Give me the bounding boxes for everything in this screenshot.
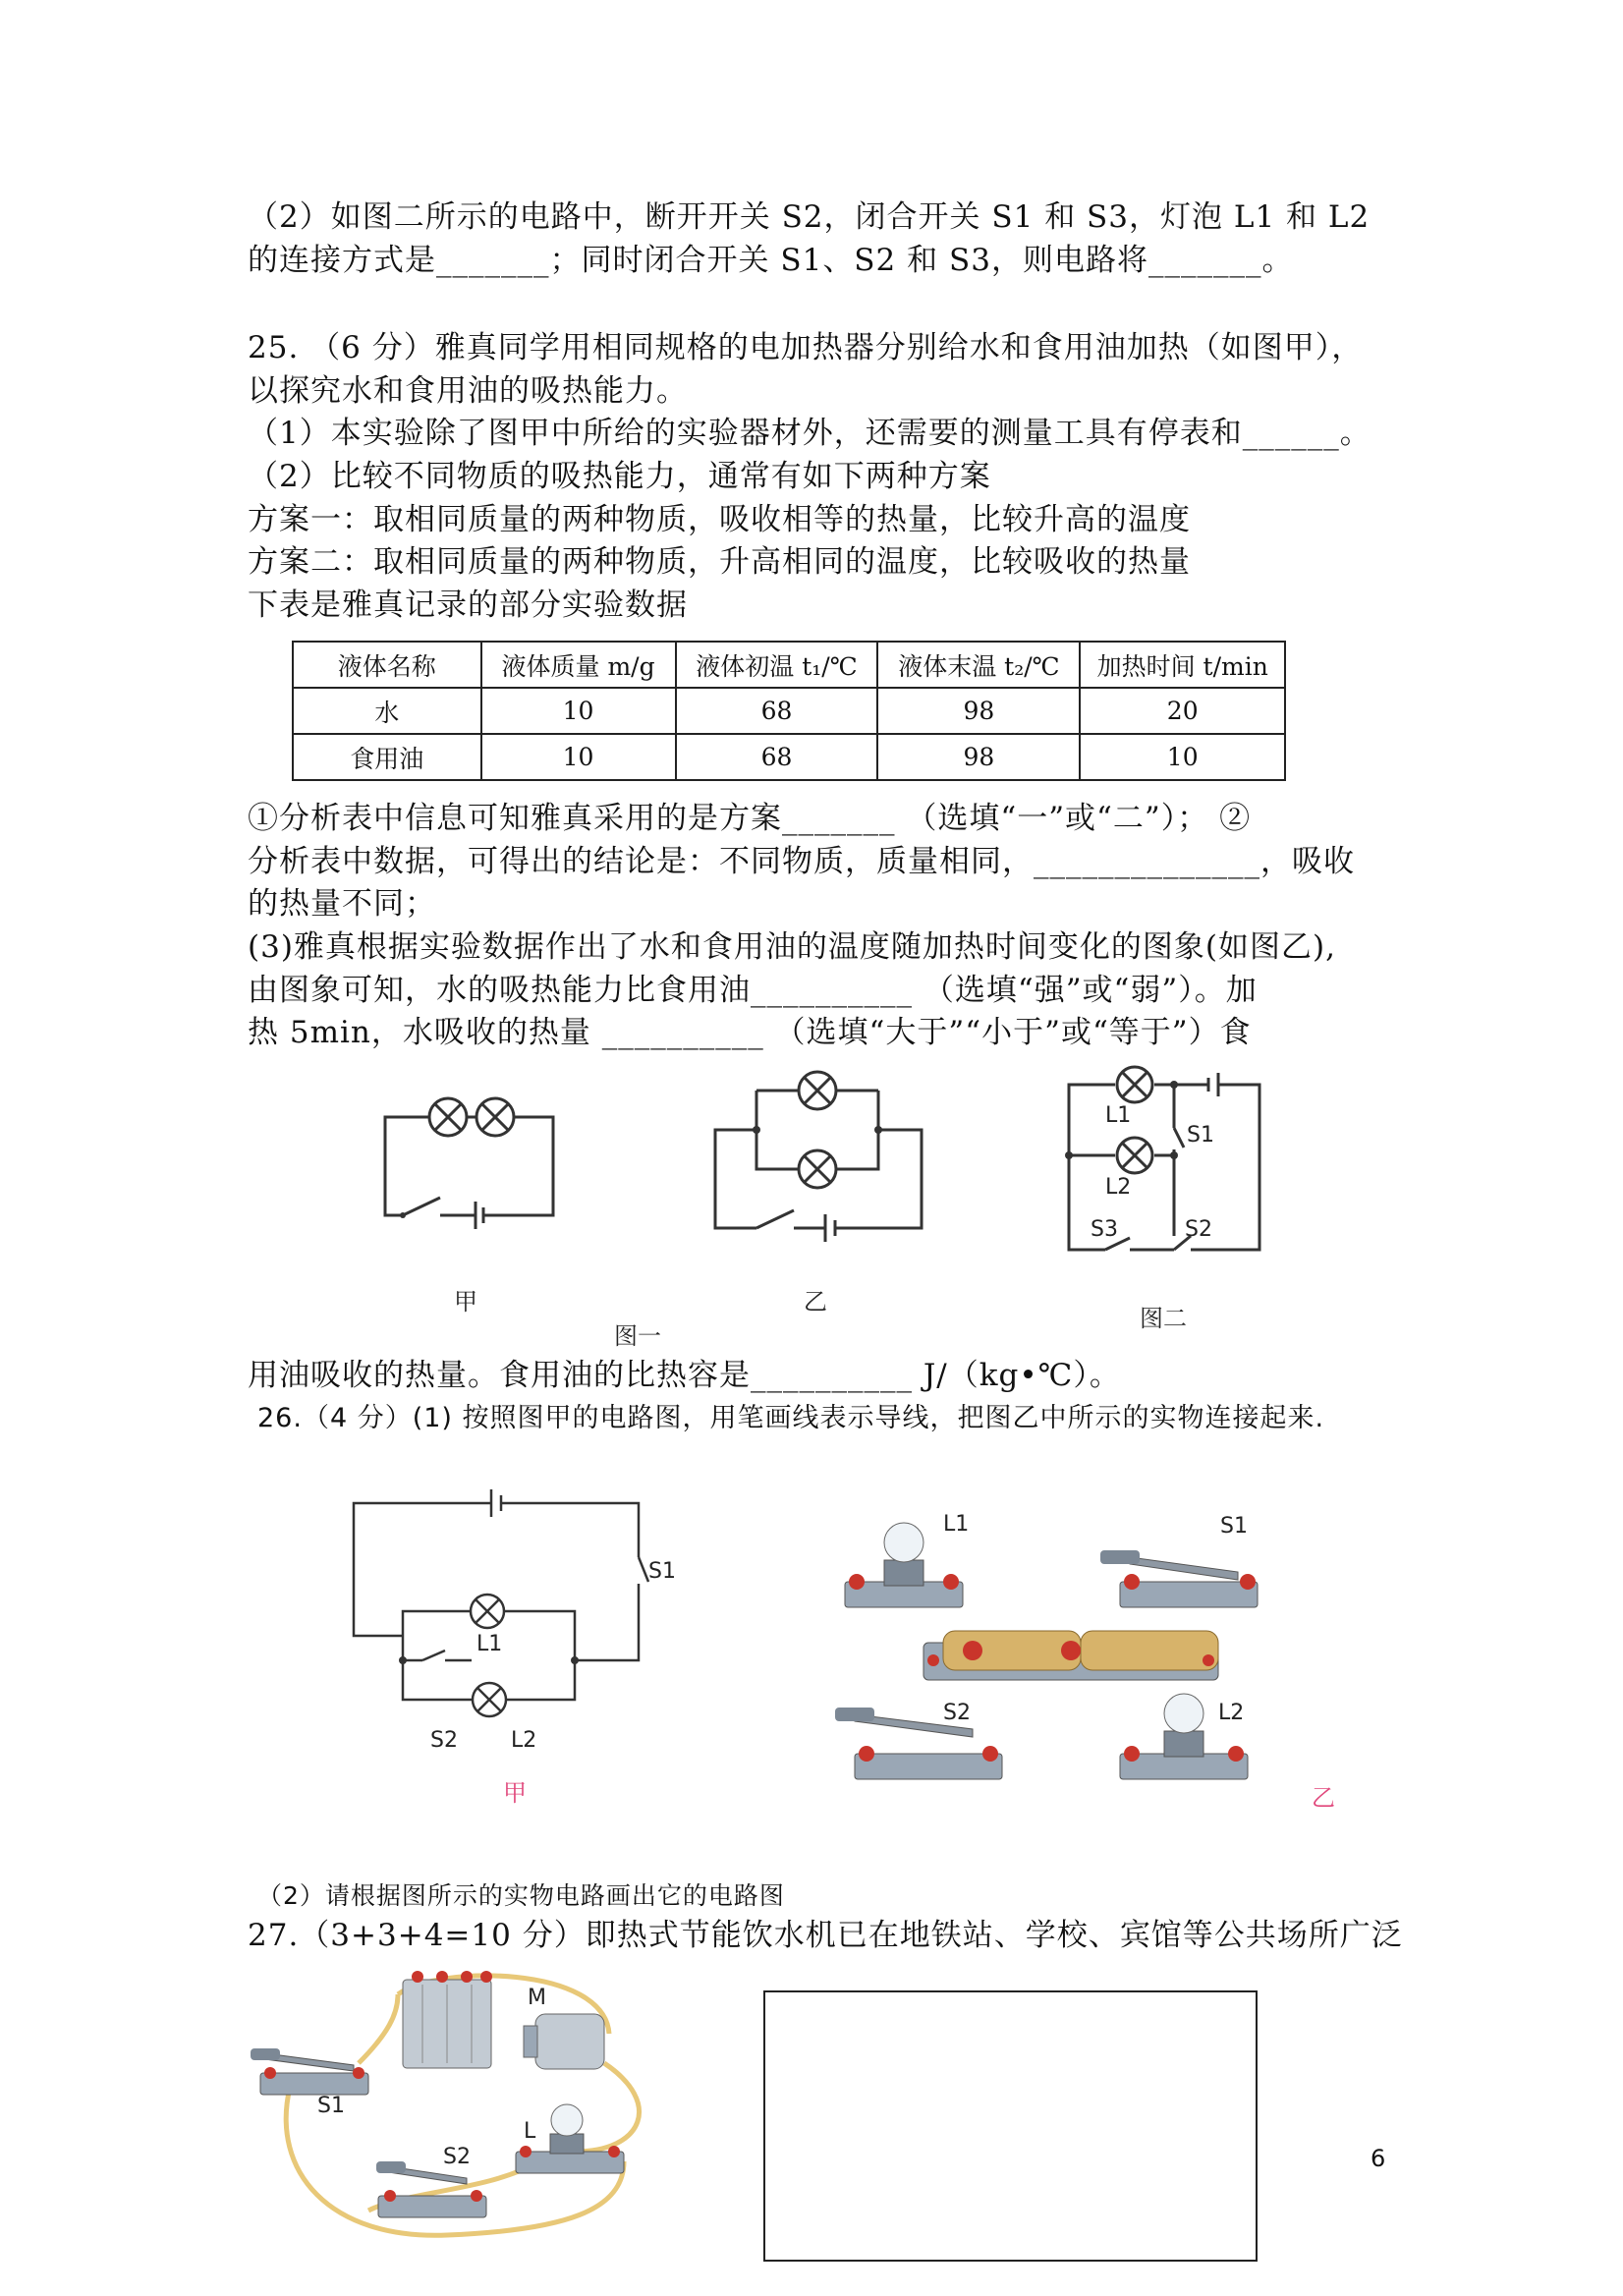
table-header-cell: 液体初温 t₁/℃ — [676, 642, 878, 688]
experiment-data-table — [292, 641, 1286, 781]
text-line: 分析表中数据，可得出的结论是：不同物质，质量相同，______________，吸收 — [248, 844, 1355, 879]
text-line: (3)雅真根据实验数据作出了水和食用油的温度随加热时间变化的图象(如图乙), — [248, 929, 1336, 965]
label-S1: S1 — [648, 1559, 676, 1584]
q26-circuit-diagram — [344, 1484, 676, 1768]
label-L1: L1 — [476, 1632, 503, 1656]
text-line: （2）请根据图所示的实物电路画出它的电路图 — [257, 1881, 785, 1910]
text-line: 由图象可知，水的吸热能力比食用油__________ （选填“强”或“弱”）。加 — [248, 973, 1258, 1008]
switch-S2-component — [835, 1701, 1002, 1779]
label-S2: S2 — [943, 1701, 971, 1725]
table-cell: 10 — [1080, 734, 1285, 780]
text-line: 用油吸收的热量。食用油的比热容是__________ J/（kg•℃）。 — [248, 1358, 1121, 1393]
text-line: 以探究水和食用油的吸热能力。 — [248, 373, 688, 409]
label-L2: L2 — [1105, 1175, 1132, 1200]
table-header-cell: 液体名称 — [293, 642, 481, 688]
label-L2: L2 — [1218, 1701, 1245, 1725]
label-S1: S1 — [1220, 1514, 1248, 1539]
label-S2: S2 — [443, 2145, 471, 2169]
text-line: 热 5min，水吸收的热量 __________ （选填“大于”“小于”或“等于”）食 — [248, 1015, 1252, 1050]
question-27-heading: 27.（3+3+4=10 分）即热式节能饮水机已在地铁站、学校、宾馆等公共场所广泛 — [248, 1918, 1403, 1953]
figure-label-yi: 乙 — [804, 1288, 827, 1316]
figure-label-jia: 甲 — [454, 1288, 477, 1316]
table-header-cell: 液体质量 m/g — [481, 642, 676, 688]
q26-physical-components — [835, 1503, 1346, 1818]
label-L2: L2 — [511, 1728, 537, 1753]
bulb-L1-component — [845, 1512, 969, 1607]
label-S3: S3 — [1091, 1217, 1118, 1242]
circuit-parallel-diagram — [707, 1071, 933, 1258]
table-cell: 食用油 — [293, 734, 481, 780]
label-L1: L1 — [1105, 1103, 1132, 1128]
text-line: ①分析表中信息可知雅真采用的是方案_______ （选填“一”或“二”）； ② — [248, 801, 1252, 836]
drawing-answer-box[interactable] — [763, 1990, 1258, 2262]
table-cell: 98 — [877, 688, 1080, 734]
table-cell: 10 — [481, 688, 676, 734]
text-line: 方案一：取相同质量的两种物质，吸收相等的热量，比较升高的温度 — [248, 502, 1191, 537]
table-row — [293, 688, 1285, 734]
battery-component — [923, 1631, 1218, 1680]
circuit-figure-two — [1061, 1071, 1267, 1262]
table-header-row — [293, 642, 1285, 688]
label-L: L — [524, 2119, 536, 2144]
label-S2: S2 — [430, 1728, 458, 1753]
figure-caption-two: 图二 — [1140, 1305, 1187, 1332]
table-cell: 10 — [481, 734, 676, 780]
table-row — [293, 734, 1285, 780]
text-line: （2）比较不同物质的吸热能力，通常有如下两种方案 — [248, 459, 991, 494]
table-cell: 水 — [293, 688, 481, 734]
switch-S1-component — [251, 2048, 368, 2118]
label-S1: S1 — [317, 2094, 345, 2118]
text-line: 的连接方式是_______；同时闭合开关 S1、S2 和 S3，则电路将_______。 — [248, 243, 1294, 278]
page-number: 6 — [1371, 2145, 1386, 2172]
table-header-cell: 液体末温 t₂/℃ — [877, 642, 1080, 688]
text-line: （2）如图二所示的电路中，断开开关 S2，闭合开关 S1 和 S3，灯泡 L1 和 L2 — [248, 199, 1371, 235]
figure-label-yi: 乙 — [1312, 1784, 1335, 1812]
text-line: 方案二：取相同质量的两种物质，升高相同的温度，比较吸收的热量 — [248, 544, 1191, 580]
text-line: 的热量不同； — [248, 886, 436, 922]
table-cell: 68 — [676, 734, 878, 780]
table-cell: 20 — [1080, 688, 1285, 734]
label-M: M — [528, 1986, 546, 2010]
label-S1: S1 — [1187, 1123, 1214, 1148]
text-line: 下表是雅真记录的部分实验数据 — [248, 588, 688, 623]
text-line: （1）本实验除了图甲中所给的实验器材外，还需要的测量工具有停表和______。 — [248, 416, 1371, 451]
switch-S2-component — [376, 2145, 486, 2217]
bulb-L-component — [516, 2104, 624, 2173]
motor-component — [524, 1986, 604, 2069]
q27-physical-circuit — [251, 1955, 673, 2250]
label-S2: S2 — [1185, 1217, 1212, 1242]
question-26-heading: 26.（4 分）(1) 按照图甲的电路图，用笔画线表示导线，把图乙中所示的实物连接起来. — [257, 1403, 1325, 1433]
figure-label-jia: 甲 — [503, 1779, 527, 1807]
table-cell: 98 — [877, 734, 1080, 780]
battery-pack-component — [403, 1971, 492, 2068]
figure-caption-one: 图一 — [614, 1322, 661, 1350]
question-25-heading: 25. （6 分）雅真同学用相同规格的电加热器分别给水和食用油加热（如图甲）， — [248, 330, 1364, 365]
switch-S1-component — [1100, 1514, 1258, 1607]
circuit-series-diagram — [373, 1076, 570, 1253]
table-cell: 68 — [676, 688, 878, 734]
bulb-L2-component — [1120, 1694, 1248, 1779]
label-L1: L1 — [943, 1512, 970, 1537]
table-header-cell: 加热时间 t/min — [1080, 642, 1285, 688]
